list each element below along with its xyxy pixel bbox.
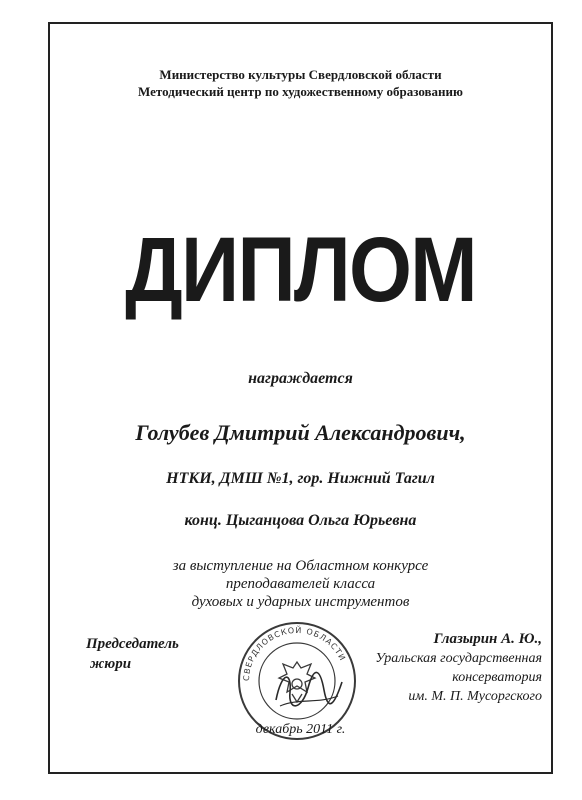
award-reason <box>48 557 553 611</box>
issuer-line-1: Министерство культуры Свердловской области <box>159 67 442 82</box>
accompanist: конц. Цыганцова Ольга Юрьевна <box>184 512 417 529</box>
signer-line-3: консерватория <box>452 670 542 685</box>
jury-chair-label <box>86 634 179 674</box>
signature-icon <box>268 660 348 720</box>
reason-line-2: преподавателей класса <box>225 576 376 592</box>
signer-block <box>342 630 542 706</box>
recipient-organization: НТКИ, ДМШ №1, гор. Нижний Тагил <box>166 470 435 487</box>
issue-date: декабрь 2011 г. <box>255 722 346 737</box>
signer-line-2: Уральская государственная <box>375 651 542 666</box>
reason-line-3: духовых и ударных инструментов <box>191 594 410 610</box>
recipient-name: Голубев Дмитрий Александрович, <box>135 420 466 445</box>
issuer-line-2: Методический центр по художественному образованию <box>138 84 463 99</box>
reason-line-1: за выступление на Областном конкурсе <box>172 558 429 574</box>
awarded-label: награждается <box>248 370 353 387</box>
diploma-title: ДИПЛОМ <box>125 219 476 321</box>
signer-name: Глазырин А. Ю., <box>433 631 542 647</box>
chair-line-2: жюри <box>90 656 132 672</box>
seal-text: СВЕРДЛОВСКОЙ ОБЛАСТИ <box>241 625 348 682</box>
issuer-header <box>48 66 553 100</box>
signer-line-4: им. М. П. Мусоргского <box>408 689 542 704</box>
chair-line-1: Председатель <box>86 636 179 652</box>
